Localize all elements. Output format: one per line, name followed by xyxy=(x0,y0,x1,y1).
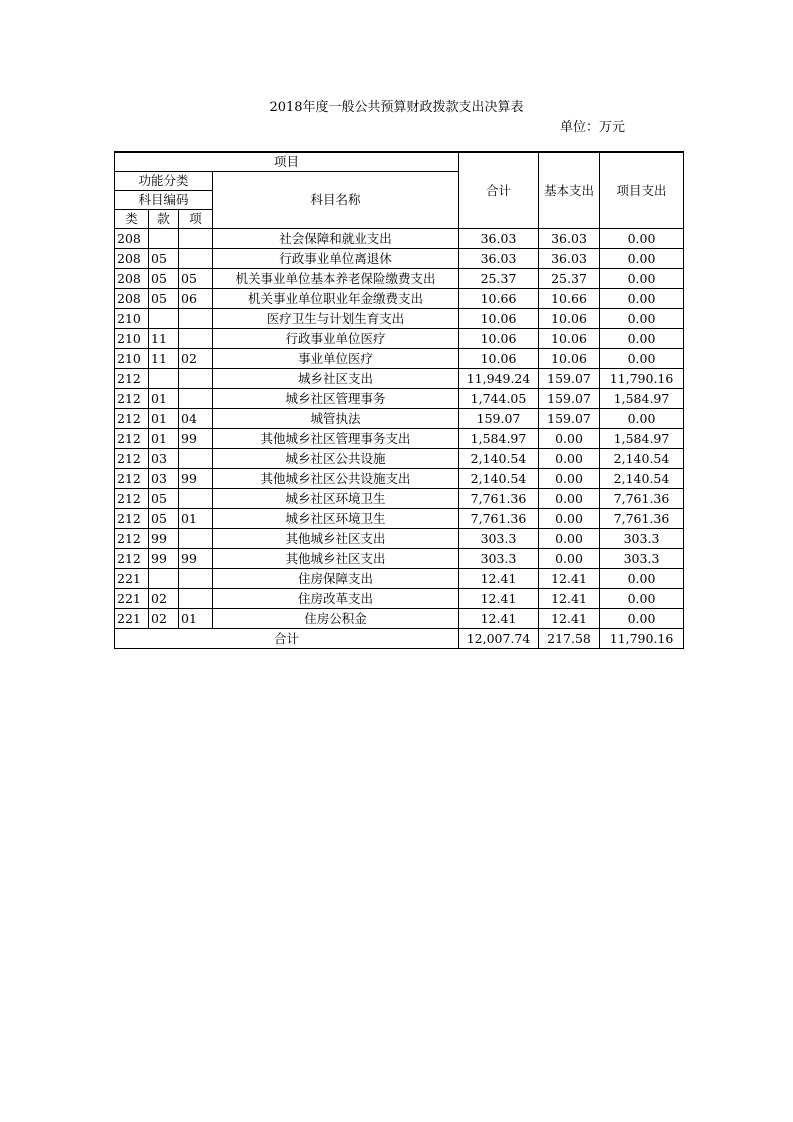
total-amount: 10.06 xyxy=(459,309,539,329)
footer-project: 11,790.16 xyxy=(600,629,684,649)
total-amount: 1,584.97 xyxy=(459,429,539,449)
code-lei: 212 xyxy=(115,489,149,509)
code-xiang: 06 xyxy=(179,289,213,309)
basic-amount: 159.07 xyxy=(539,389,600,409)
basic-amount: 10.06 xyxy=(539,309,600,329)
table-row xyxy=(115,389,684,409)
basic-amount: 10.66 xyxy=(539,289,600,309)
code-lei: 212 xyxy=(115,549,149,569)
code-lei: 221 xyxy=(115,609,149,629)
code-lei: 210 xyxy=(115,309,149,329)
subject-name: 社会保障和就业支出 xyxy=(213,229,459,249)
table-row xyxy=(115,569,684,589)
basic-amount: 36.03 xyxy=(539,229,600,249)
basic-amount: 10.06 xyxy=(539,329,600,349)
project-amount: 1,584.97 xyxy=(600,429,684,449)
code-kuan: 05 xyxy=(149,489,179,509)
code-xiang xyxy=(179,369,213,389)
basic-amount: 0.00 xyxy=(539,449,600,469)
code-kuan: 01 xyxy=(149,389,179,409)
header-total: 合计 xyxy=(459,152,539,229)
code-lei: 221 xyxy=(115,589,149,609)
subject-name: 机关事业单位基本养老保险缴费支出 xyxy=(213,269,459,289)
code-xiang: 02 xyxy=(179,349,213,369)
project-amount: 7,761.36 xyxy=(600,509,684,529)
code-lei: 208 xyxy=(115,249,149,269)
header-xiang: 项 xyxy=(179,210,213,229)
code-xiang xyxy=(179,329,213,349)
total-amount: 303.3 xyxy=(459,529,539,549)
basic-amount: 12.41 xyxy=(539,609,600,629)
subject-name: 行政事业单位离退休 xyxy=(213,249,459,269)
total-amount: 25.37 xyxy=(459,269,539,289)
total-row xyxy=(115,629,684,649)
code-kuan xyxy=(149,309,179,329)
code-lei: 210 xyxy=(115,349,149,369)
subject-name: 其他城乡社区公共设施支出 xyxy=(213,469,459,489)
code-xiang: 99 xyxy=(179,429,213,449)
code-kuan xyxy=(149,569,179,589)
table-row xyxy=(115,349,684,369)
total-amount: 10.06 xyxy=(459,329,539,349)
code-lei: 212 xyxy=(115,449,149,469)
project-amount: 0.00 xyxy=(600,349,684,369)
code-kuan: 11 xyxy=(149,349,179,369)
project-amount: 0.00 xyxy=(600,609,684,629)
project-amount: 0.00 xyxy=(600,289,684,309)
table-row xyxy=(115,409,684,429)
code-xiang xyxy=(179,589,213,609)
project-amount: 303.3 xyxy=(600,549,684,569)
code-kuan xyxy=(149,369,179,389)
subject-name: 住房保障支出 xyxy=(213,569,459,589)
total-amount: 36.03 xyxy=(459,229,539,249)
code-kuan: 01 xyxy=(149,409,179,429)
basic-amount: 0.00 xyxy=(539,529,600,549)
table-row xyxy=(115,549,684,569)
table-row xyxy=(115,329,684,349)
code-xiang xyxy=(179,529,213,549)
total-amount: 7,761.36 xyxy=(459,489,539,509)
project-amount: 0.00 xyxy=(600,409,684,429)
total-amount: 159.07 xyxy=(459,409,539,429)
basic-amount: 0.00 xyxy=(539,429,600,449)
code-xiang xyxy=(179,449,213,469)
subject-name: 事业单位医疗 xyxy=(213,349,459,369)
page-title: 2018年度一般公共预算财政拨款支出决算表 xyxy=(269,100,524,115)
total-amount: 12.41 xyxy=(459,589,539,609)
code-lei: 208 xyxy=(115,289,149,309)
subject-name: 其他城乡社区支出 xyxy=(213,529,459,549)
project-amount: 0.00 xyxy=(600,249,684,269)
subject-name: 住房公积金 xyxy=(213,609,459,629)
basic-amount: 36.03 xyxy=(539,249,600,269)
table-row xyxy=(115,509,684,529)
code-xiang xyxy=(179,569,213,589)
code-lei: 212 xyxy=(115,389,149,409)
basic-amount: 12.41 xyxy=(539,569,600,589)
expenditure-table xyxy=(114,151,684,649)
project-amount: 303.3 xyxy=(600,529,684,549)
header-basic: 基本支出 xyxy=(539,152,600,229)
basic-amount: 0.00 xyxy=(539,509,600,529)
subject-name: 城管执法 xyxy=(213,409,459,429)
code-xiang xyxy=(179,489,213,509)
total-amount: 36.03 xyxy=(459,249,539,269)
table-row xyxy=(115,489,684,509)
code-lei: 212 xyxy=(115,369,149,389)
code-lei: 210 xyxy=(115,329,149,349)
code-xiang xyxy=(179,309,213,329)
code-lei: 212 xyxy=(115,429,149,449)
code-kuan: 01 xyxy=(149,429,179,449)
footer-label: 合计 xyxy=(115,629,459,649)
code-kuan: 02 xyxy=(149,589,179,609)
code-kuan: 11 xyxy=(149,329,179,349)
header-item: 项目 xyxy=(115,152,459,172)
basic-amount: 25.37 xyxy=(539,269,600,289)
code-xiang xyxy=(179,249,213,269)
code-xiang: 99 xyxy=(179,549,213,569)
project-amount: 0.00 xyxy=(600,589,684,609)
code-xiang: 01 xyxy=(179,509,213,529)
footer-basic: 217.58 xyxy=(539,629,600,649)
header-kuan: 款 xyxy=(149,210,179,229)
table-row xyxy=(115,429,684,449)
code-lei: 212 xyxy=(115,529,149,549)
total-amount: 12.41 xyxy=(459,569,539,589)
header-project: 项目支出 xyxy=(600,152,684,229)
code-xiang: 04 xyxy=(179,409,213,429)
code-xiang: 99 xyxy=(179,469,213,489)
table-row xyxy=(115,229,684,249)
table-row xyxy=(115,309,684,329)
code-kuan: 02 xyxy=(149,609,179,629)
code-lei: 212 xyxy=(115,509,149,529)
project-amount: 2,140.54 xyxy=(600,469,684,489)
code-lei: 208 xyxy=(115,229,149,249)
code-xiang xyxy=(179,229,213,249)
table-row xyxy=(115,249,684,269)
basic-amount: 159.07 xyxy=(539,409,600,429)
unit-label: 单位：万元 xyxy=(560,120,626,135)
code-kuan: 05 xyxy=(149,249,179,269)
subject-name: 行政事业单位医疗 xyxy=(213,329,459,349)
table-row xyxy=(115,289,684,309)
table-row xyxy=(115,269,684,289)
project-amount: 11,790.16 xyxy=(600,369,684,389)
subject-name: 城乡社区环境卫生 xyxy=(213,489,459,509)
project-amount: 2,140.54 xyxy=(600,449,684,469)
header-subject-name: 科目名称 xyxy=(213,172,459,229)
project-amount: 0.00 xyxy=(600,229,684,249)
table-row xyxy=(115,369,684,389)
project-amount: 0.00 xyxy=(600,329,684,349)
code-kuan: 03 xyxy=(149,449,179,469)
subject-name: 城乡社区环境卫生 xyxy=(213,509,459,529)
basic-amount: 12.41 xyxy=(539,589,600,609)
code-kuan: 05 xyxy=(149,269,179,289)
code-kuan: 05 xyxy=(149,509,179,529)
code-kuan: 05 xyxy=(149,289,179,309)
subject-name: 其他城乡社区管理事务支出 xyxy=(213,429,459,449)
basic-amount: 0.00 xyxy=(539,489,600,509)
code-kuan: 99 xyxy=(149,529,179,549)
code-kuan: 99 xyxy=(149,549,179,569)
subject-name: 城乡社区管理事务 xyxy=(213,389,459,409)
code-lei: 212 xyxy=(115,409,149,429)
subject-name: 机关事业单位职业年金缴费支出 xyxy=(213,289,459,309)
basic-amount: 159.07 xyxy=(539,369,600,389)
table-row xyxy=(115,589,684,609)
total-amount: 12.41 xyxy=(459,609,539,629)
code-xiang: 01 xyxy=(179,609,213,629)
header-lei: 类 xyxy=(115,210,149,229)
subject-name: 城乡社区支出 xyxy=(213,369,459,389)
project-amount: 0.00 xyxy=(600,269,684,289)
subject-name: 其他城乡社区支出 xyxy=(213,549,459,569)
subject-name: 医疗卫生与计划生育支出 xyxy=(213,309,459,329)
total-amount: 1,744.05 xyxy=(459,389,539,409)
total-amount: 2,140.54 xyxy=(459,469,539,489)
total-amount: 303.3 xyxy=(459,549,539,569)
footer-total: 12,007.74 xyxy=(459,629,539,649)
header-func-class: 功能分类 xyxy=(115,172,213,191)
table-row xyxy=(115,469,684,489)
table-row xyxy=(115,529,684,549)
code-xiang: 05 xyxy=(179,269,213,289)
total-amount: 7,761.36 xyxy=(459,509,539,529)
project-amount: 7,761.36 xyxy=(600,489,684,509)
basic-amount: 0.00 xyxy=(539,549,600,569)
total-amount: 11,949.24 xyxy=(459,369,539,389)
basic-amount: 10.06 xyxy=(539,349,600,369)
project-amount: 1,584.97 xyxy=(600,389,684,409)
code-lei: 221 xyxy=(115,569,149,589)
basic-amount: 0.00 xyxy=(539,469,600,489)
total-amount: 10.06 xyxy=(459,349,539,369)
code-lei: 212 xyxy=(115,469,149,489)
code-lei: 208 xyxy=(115,269,149,289)
subject-name: 城乡社区公共设施 xyxy=(213,449,459,469)
code-kuan xyxy=(149,229,179,249)
code-kuan: 03 xyxy=(149,469,179,489)
total-amount: 2,140.54 xyxy=(459,449,539,469)
subject-name: 住房改革支出 xyxy=(213,589,459,609)
project-amount: 0.00 xyxy=(600,309,684,329)
header-subject-code: 科目编码 xyxy=(115,191,213,210)
total-amount: 10.66 xyxy=(459,289,539,309)
table-row xyxy=(115,449,684,469)
project-amount: 0.00 xyxy=(600,569,684,589)
table-row xyxy=(115,609,684,629)
code-xiang xyxy=(179,389,213,409)
